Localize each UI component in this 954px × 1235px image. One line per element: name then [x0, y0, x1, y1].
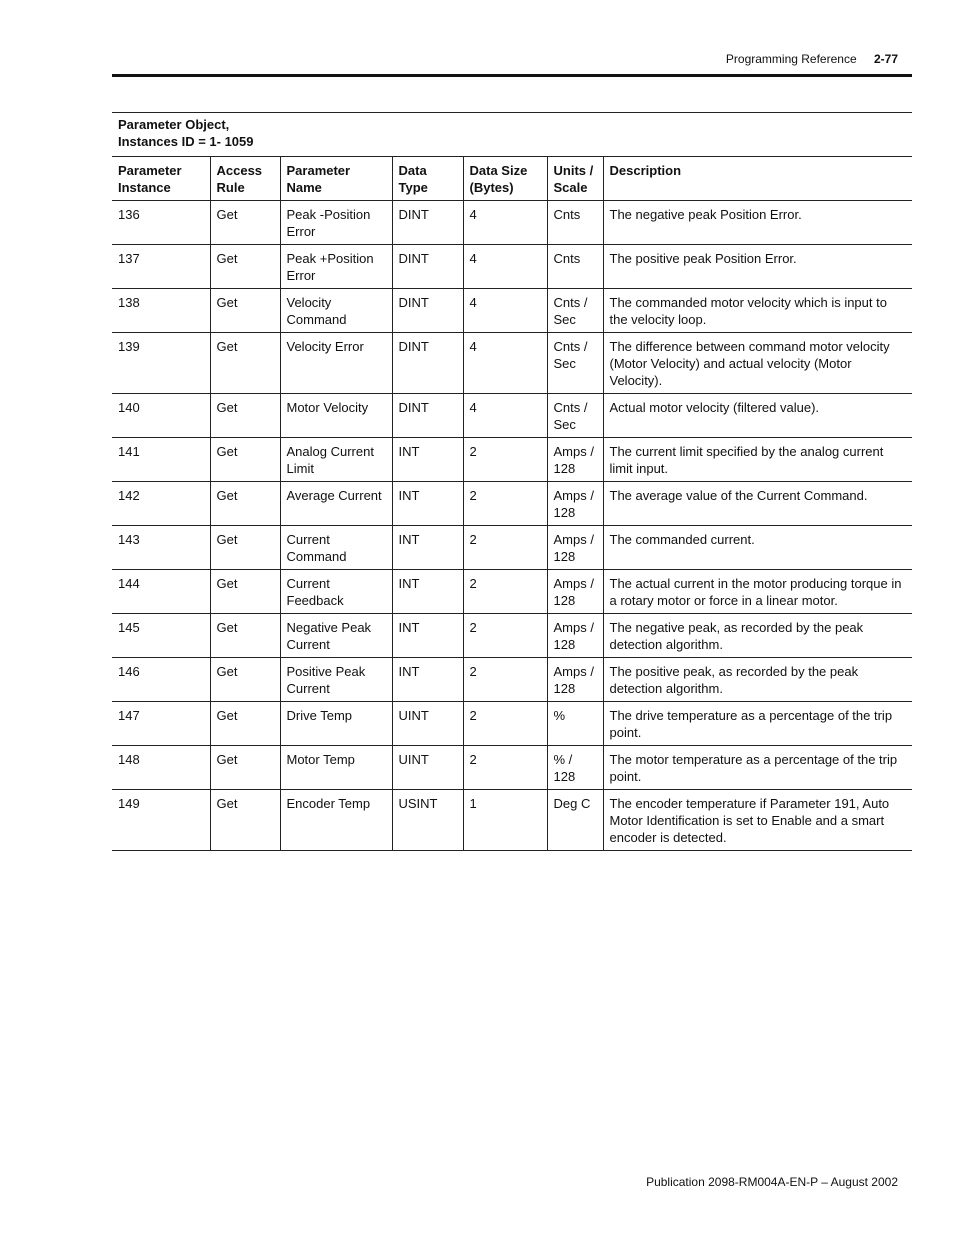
cell-type: DINT: [392, 245, 463, 289]
cell-size: 4: [463, 201, 547, 245]
cell-description: The commanded current.: [603, 526, 912, 570]
table-row: [112, 790, 912, 851]
cell-units: Amps / 128: [547, 438, 603, 482]
cell-instance: 141: [112, 438, 210, 482]
cell-size: 2: [463, 614, 547, 658]
cell-size: 2: [463, 658, 547, 702]
cell-type: DINT: [392, 394, 463, 438]
cell-name: Average Current: [280, 482, 392, 526]
cell-units: %: [547, 702, 603, 746]
cell-description: The negative peak, as recorded by the peak detection algorithm.: [603, 614, 912, 658]
cell-instance: 145: [112, 614, 210, 658]
cell-name: Current Feedback: [280, 570, 392, 614]
cell-units: Cnts / Sec: [547, 394, 603, 438]
cell-type: DINT: [392, 333, 463, 394]
column-header-type: Data Type: [392, 157, 463, 201]
table-caption-line1: Parameter Object,: [118, 117, 230, 132]
cell-instance: 140: [112, 394, 210, 438]
cell-instance: 143: [112, 526, 210, 570]
cell-type: INT: [392, 658, 463, 702]
column-header-size: Data Size (Bytes): [463, 157, 547, 201]
cell-units: Cnts: [547, 245, 603, 289]
cell-access: Get: [210, 438, 280, 482]
table-row: [112, 482, 912, 526]
cell-instance: 137: [112, 245, 210, 289]
table-row: [112, 658, 912, 702]
cell-description: The motor temperature as a percentage of the trip point.: [603, 746, 912, 790]
cell-description: The positive peak, as recorded by the peak detection algorithm.: [603, 658, 912, 702]
cell-description: The current limit specified by the analog current limit input.: [603, 438, 912, 482]
table-caption: [112, 113, 912, 157]
parameter-object-table: [112, 112, 912, 851]
cell-size: 2: [463, 438, 547, 482]
cell-description: The commanded motor velocity which is input to the velocity loop.: [603, 289, 912, 333]
cell-units: Cnts: [547, 201, 603, 245]
cell-size: 4: [463, 245, 547, 289]
cell-type: DINT: [392, 201, 463, 245]
cell-access: Get: [210, 394, 280, 438]
cell-access: Get: [210, 790, 280, 851]
table-row: [112, 746, 912, 790]
cell-type: DINT: [392, 289, 463, 333]
cell-units: Deg C: [547, 790, 603, 851]
cell-access: Get: [210, 570, 280, 614]
cell-units: Amps / 128: [547, 526, 603, 570]
cell-access: Get: [210, 658, 280, 702]
cell-name: Analog Current Limit: [280, 438, 392, 482]
cell-size: 4: [463, 394, 547, 438]
cell-instance: 149: [112, 790, 210, 851]
table-row: [112, 201, 912, 245]
cell-type: INT: [392, 482, 463, 526]
cell-instance: 139: [112, 333, 210, 394]
publication-info: Publication 2098-RM004A-EN-P – August 2002: [646, 1175, 898, 1189]
cell-name: Motor Temp: [280, 746, 392, 790]
table-row: [112, 333, 912, 394]
table-row: [112, 614, 912, 658]
cell-access: Get: [210, 702, 280, 746]
column-header-instance: Parameter Instance: [112, 157, 210, 201]
cell-access: Get: [210, 614, 280, 658]
cell-instance: 146: [112, 658, 210, 702]
cell-instance: 142: [112, 482, 210, 526]
cell-size: 2: [463, 570, 547, 614]
cell-name: Peak -Position Error: [280, 201, 392, 245]
cell-name: Motor Velocity: [280, 394, 392, 438]
column-header-access: Access Rule: [210, 157, 280, 201]
cell-name: Drive Temp: [280, 702, 392, 746]
cell-description: The difference between command motor velocity (Motor Velocity) and actual velocity (Motor Velocity).: [603, 333, 912, 394]
cell-type: UINT: [392, 702, 463, 746]
cell-size: 4: [463, 289, 547, 333]
cell-size: 1: [463, 790, 547, 851]
cell-name: Negative Peak Current: [280, 614, 392, 658]
cell-name: Encoder Temp: [280, 790, 392, 851]
table-row: [112, 289, 912, 333]
cell-size: 2: [463, 702, 547, 746]
cell-description: The negative peak Position Error.: [603, 201, 912, 245]
table-caption-line2: Instances ID = 1- 1059: [118, 134, 254, 149]
cell-access: Get: [210, 333, 280, 394]
table-row: [112, 570, 912, 614]
cell-access: Get: [210, 526, 280, 570]
cell-size: 4: [463, 333, 547, 394]
cell-size: 2: [463, 526, 547, 570]
cell-access: Get: [210, 482, 280, 526]
cell-instance: 148: [112, 746, 210, 790]
header-rule: [112, 74, 912, 77]
table-row: [112, 702, 912, 746]
cell-units: Cnts / Sec: [547, 333, 603, 394]
cell-type: INT: [392, 614, 463, 658]
cell-description: The drive temperature as a percentage of the trip point.: [603, 702, 912, 746]
cell-type: INT: [392, 570, 463, 614]
table-caption-row: [112, 113, 912, 157]
cell-name: Positive Peak Current: [280, 658, 392, 702]
section-title: Programming Reference: [725, 52, 857, 66]
cell-description: Actual motor velocity (filtered value).: [603, 394, 912, 438]
cell-units: Amps / 128: [547, 658, 603, 702]
cell-name: Velocity Error: [280, 333, 392, 394]
cell-instance: 138: [112, 289, 210, 333]
cell-type: UINT: [392, 746, 463, 790]
table-row: [112, 526, 912, 570]
cell-access: Get: [210, 746, 280, 790]
column-header-name: Parameter Name: [280, 157, 392, 201]
cell-type: INT: [392, 438, 463, 482]
cell-access: Get: [210, 201, 280, 245]
cell-units: % / 128: [547, 746, 603, 790]
cell-type: USINT: [392, 790, 463, 851]
cell-description: The encoder temperature if Parameter 191, Auto Motor Identification is set to Enable and a smart encoder is detected.: [603, 790, 912, 851]
cell-name: Current Command: [280, 526, 392, 570]
cell-type: INT: [392, 526, 463, 570]
table-row: [112, 245, 912, 289]
table-header-row: [112, 157, 912, 201]
column-header-units: Units / Scale: [547, 157, 603, 201]
cell-description: The average value of the Current Command.: [603, 482, 912, 526]
cell-instance: 144: [112, 570, 210, 614]
page-number: 2-77: [873, 52, 898, 66]
cell-name: Peak +Position Error: [280, 245, 392, 289]
column-header-description: Description: [603, 157, 912, 201]
cell-access: Get: [210, 289, 280, 333]
cell-instance: 136: [112, 201, 210, 245]
cell-size: 2: [463, 482, 547, 526]
cell-size: 2: [463, 746, 547, 790]
table-row: [112, 394, 912, 438]
cell-description: The actual current in the motor producing torque in a rotary motor or force in a linear motor.: [603, 570, 912, 614]
cell-instance: 147: [112, 702, 210, 746]
page-footer: [112, 1175, 898, 1189]
page-header: [112, 52, 898, 70]
cell-access: Get: [210, 245, 280, 289]
cell-name: Velocity Command: [280, 289, 392, 333]
cell-description: The positive peak Position Error.: [603, 245, 912, 289]
table-row: [112, 438, 912, 482]
cell-units: Amps / 128: [547, 570, 603, 614]
cell-units: Amps / 128: [547, 614, 603, 658]
cell-units: Cnts / Sec: [547, 289, 603, 333]
cell-units: Amps / 128: [547, 482, 603, 526]
